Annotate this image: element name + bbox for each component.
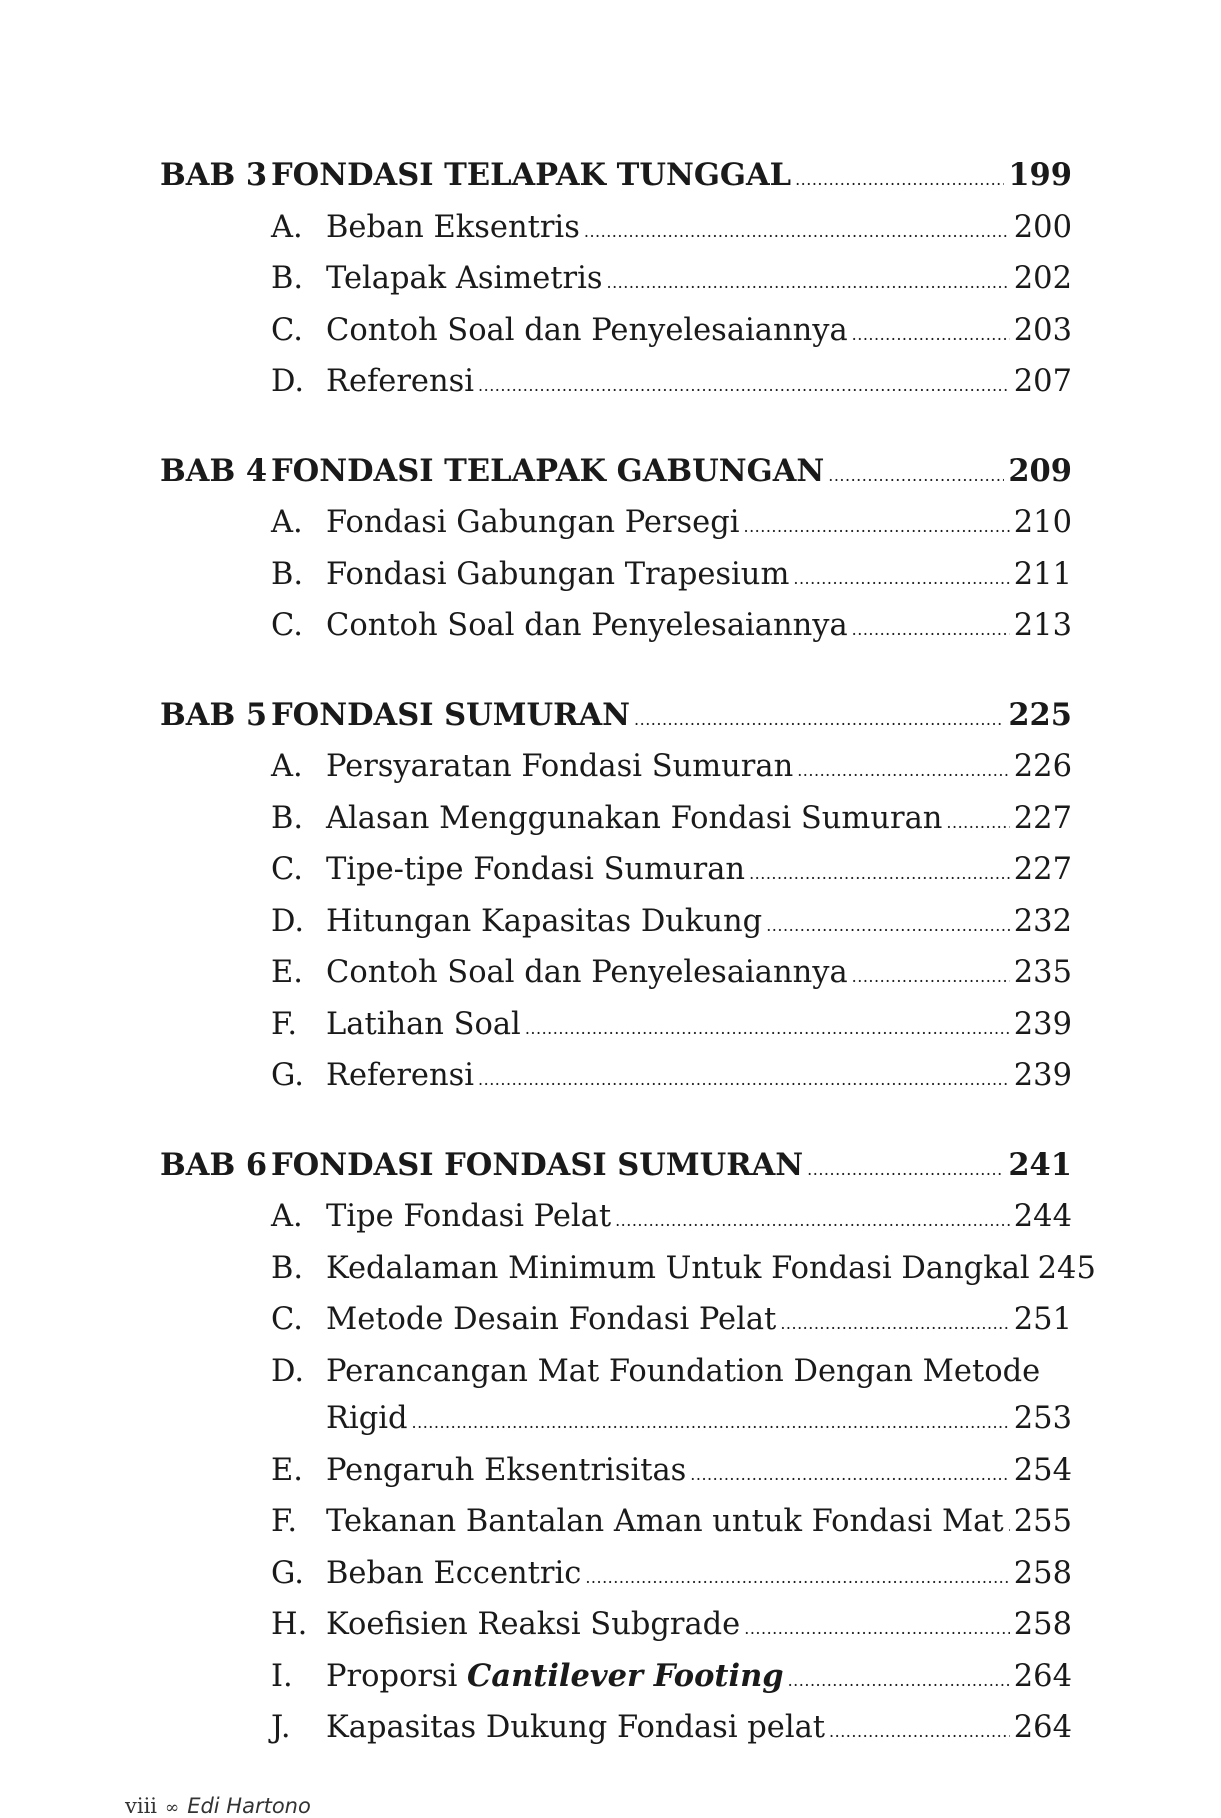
entry-page-number: 207 xyxy=(1013,364,1072,399)
entry-page-number: 258 xyxy=(1013,1607,1072,1642)
chapter-title: FONDASI FONDASI SUMURAN xyxy=(271,1146,804,1183)
entry-title-text: Tekanan Bantalan Aman untuk Fondasi Mat xyxy=(326,1504,1004,1539)
entry-letter: F. xyxy=(271,1504,298,1539)
chapter-heading[interactable] xyxy=(160,448,1072,500)
toc-entry[interactable] xyxy=(160,1704,1072,1756)
chapter-page-number: 209 xyxy=(1008,452,1072,489)
entry-title-text: Metode Desain Fondasi Pelat xyxy=(326,1302,777,1337)
entry-title xyxy=(326,1498,1004,1546)
dot-leader xyxy=(749,850,1010,898)
dot-leader xyxy=(743,503,1009,551)
dot-leader xyxy=(744,1605,1010,1653)
entry-title-text: Proporsi xyxy=(326,1658,468,1694)
entry-title xyxy=(326,898,762,946)
entry-letter: A. xyxy=(271,209,303,245)
toc-entry[interactable] xyxy=(160,1447,1072,1499)
entry-page-number: 239 xyxy=(1013,1006,1072,1042)
chapter-page-number: 199 xyxy=(1008,157,1072,193)
entry-page-number: 232 xyxy=(1013,903,1072,939)
entry-page-number: 211 xyxy=(1013,556,1072,592)
dot-leader xyxy=(946,799,1009,847)
dot-leader xyxy=(585,1554,1009,1602)
entry-page-number: 213 xyxy=(1013,608,1072,643)
entry-title xyxy=(326,602,848,650)
chapter-title: FONDASI TELAPAK TUNGGAL xyxy=(271,157,792,193)
chapter-heading[interactable] xyxy=(160,692,1072,744)
entry-page-number: 227 xyxy=(1013,800,1072,836)
entry-letter: D. xyxy=(271,364,305,399)
chapter-number: BAB 6 xyxy=(160,1146,268,1183)
chapter-number: BAB 5 xyxy=(160,696,268,733)
entry-letter: G. xyxy=(271,1058,304,1093)
toc-entry[interactable] xyxy=(160,846,1072,898)
entry-title xyxy=(326,1550,581,1598)
entry-title-continuation: Rigid xyxy=(326,1401,408,1436)
entry-page-number: 227 xyxy=(1013,852,1072,887)
entry-page-number: 264 xyxy=(1013,1658,1072,1694)
entry-title-text: Fondasi Gabungan Trapesium xyxy=(326,556,790,592)
dot-leader xyxy=(807,1146,1004,1194)
entry-title xyxy=(326,255,603,303)
toc-entry[interactable] xyxy=(160,1601,1072,1653)
entry-title-text: Beban Eccentric xyxy=(326,1555,582,1591)
entry-page-number: 235 xyxy=(1013,955,1072,990)
entry-page-number: 210 xyxy=(1013,505,1072,540)
entry-page-number: 226 xyxy=(1013,749,1072,784)
entry-letter: C. xyxy=(271,852,303,887)
entry-title-text: Contoh Soal dan Penyelesaiannya xyxy=(326,312,848,348)
chapter-title: FONDASI SUMURAN xyxy=(271,696,631,733)
entry-title xyxy=(326,743,793,791)
dot-leader xyxy=(828,452,1004,500)
entry-letter: B. xyxy=(271,1250,304,1286)
chapter-section xyxy=(160,152,1072,410)
chapter-page-number: 225 xyxy=(1008,696,1072,733)
chapter-page-number: 241 xyxy=(1008,1146,1072,1183)
entry-title xyxy=(326,1653,784,1701)
toc-entry[interactable] xyxy=(160,743,1072,795)
entry-title xyxy=(326,846,745,894)
entry-title xyxy=(326,1348,1040,1396)
entry-title xyxy=(326,1193,611,1241)
entry-title-text: Kapasitas Dukung Fondasi pelat xyxy=(326,1710,826,1745)
toc-entry[interactable] xyxy=(160,1296,1072,1348)
entry-page-number: 255 xyxy=(1013,1504,1072,1539)
toc-entry[interactable] xyxy=(160,1245,1096,1297)
entry-title xyxy=(326,1052,474,1100)
entry-title-emphasis: Cantilever Footing xyxy=(467,1657,784,1694)
dot-leader xyxy=(615,1197,1010,1245)
entry-title-text: Koefisien Reaksi Subgrade xyxy=(326,1607,741,1642)
chapter-heading[interactable] xyxy=(160,1142,1072,1194)
chapter-number: BAB 3 xyxy=(160,157,268,193)
entry-letter: B. xyxy=(271,556,304,592)
dot-leader xyxy=(852,606,1010,654)
entry-title-text: Contoh Soal dan Penyelesaiannya xyxy=(326,608,848,643)
toc-entry[interactable] xyxy=(160,1653,1072,1705)
toc-entry[interactable] xyxy=(160,1193,1072,1245)
chapter-heading[interactable] xyxy=(160,152,1072,204)
dot-leader xyxy=(766,902,1010,950)
dot-leader xyxy=(797,747,1010,795)
dot-leader xyxy=(788,1657,1010,1705)
table-of-contents xyxy=(160,152,1096,1794)
entry-title-text: Referensi xyxy=(326,1058,475,1093)
dot-leader xyxy=(412,1399,1010,1447)
entry-page-number: 202 xyxy=(1013,261,1072,296)
entry-title xyxy=(326,1245,1030,1293)
dot-leader xyxy=(1008,1502,1010,1550)
toc-entry[interactable] xyxy=(160,1550,1072,1602)
entry-letter: A. xyxy=(271,505,303,540)
footer-author: Edi Hartono xyxy=(187,1794,311,1818)
dot-leader xyxy=(634,696,1004,744)
entry-title xyxy=(326,551,789,599)
toc-entry[interactable] xyxy=(160,255,1072,307)
dot-leader xyxy=(690,1451,1009,1499)
entry-page-number: 244 xyxy=(1013,1199,1072,1234)
entry-page-number: 203 xyxy=(1013,312,1072,348)
toc-entry[interactable] xyxy=(160,949,1072,1001)
dot-leader xyxy=(478,1056,1010,1104)
toc-entry[interactable] xyxy=(160,898,1072,950)
entry-letter: A. xyxy=(271,749,303,784)
chapter-section xyxy=(160,1142,1096,1756)
dot-leader xyxy=(852,311,1010,359)
entry-title-text: Beban Eksentris xyxy=(326,209,580,245)
entry-title-text: Contoh Soal dan Penyelesaiannya xyxy=(326,955,848,990)
entry-page-number: 245 xyxy=(1037,1250,1096,1286)
entry-letter: G. xyxy=(271,1555,304,1591)
dot-leader xyxy=(607,259,1010,307)
entry-title xyxy=(326,499,739,547)
entry-page-number: 254 xyxy=(1013,1452,1072,1488)
entry-letter: F. xyxy=(271,1006,298,1042)
entry-letter: H. xyxy=(271,1607,308,1642)
entry-title xyxy=(326,1704,825,1752)
dot-leader xyxy=(584,208,1010,256)
entry-title xyxy=(326,358,474,406)
chapter-section xyxy=(160,448,1072,654)
entry-page-number: 251 xyxy=(1013,1302,1072,1337)
entry-letter: A. xyxy=(271,1199,303,1234)
entry-title-text: Alasan Menggunakan Fondasi Sumuran xyxy=(326,800,943,836)
entry-title-text: Hitungan Kapasitas Dukung xyxy=(326,903,763,939)
toc-entry[interactable] xyxy=(160,358,1072,410)
entry-title xyxy=(326,204,580,252)
entry-letter: J. xyxy=(271,1710,291,1745)
entry-letter: D. xyxy=(271,903,305,939)
entry-title xyxy=(326,1296,776,1344)
entry-title-text: Fondasi Gabungan Persegi xyxy=(326,505,740,540)
entry-title-text: Pengaruh Eksentrisitas xyxy=(326,1452,687,1488)
toc-entry[interactable] xyxy=(160,204,1072,256)
dot-leader xyxy=(829,1708,1010,1756)
entry-letter: B. xyxy=(271,261,304,296)
entry-letter: C. xyxy=(271,1302,303,1337)
toc-entry[interactable] xyxy=(160,307,1072,359)
toc-entry[interactable] xyxy=(160,551,1072,603)
dot-leader xyxy=(780,1300,1009,1348)
dot-leader xyxy=(525,1005,1010,1053)
entry-letter: D. xyxy=(271,1353,305,1389)
entry-letter: B. xyxy=(271,800,304,836)
entry-title xyxy=(326,795,942,843)
entry-title xyxy=(326,307,848,355)
entry-title xyxy=(326,1447,686,1495)
dot-leader xyxy=(478,362,1010,410)
entry-title xyxy=(326,1001,521,1049)
entry-page-number: 264 xyxy=(1013,1710,1072,1745)
dot-leader xyxy=(795,156,1004,204)
entry-page-number: 239 xyxy=(1013,1058,1072,1093)
entry-letter: C. xyxy=(271,608,303,643)
toc-entry-continuation[interactable] xyxy=(160,1395,1072,1447)
entry-title-text: Persyaratan Fondasi Sumuran xyxy=(326,749,794,784)
entry-page-number: 200 xyxy=(1013,209,1072,245)
toc-entry[interactable] xyxy=(160,1001,1072,1053)
footer-separator-icon: ∞ xyxy=(165,1798,180,1818)
toc-entry[interactable] xyxy=(160,499,1072,551)
entry-page-number: 258 xyxy=(1013,1555,1072,1591)
entry-title-text: Referensi xyxy=(326,364,475,399)
entry-letter: E. xyxy=(271,1452,303,1488)
toc-entry[interactable] xyxy=(160,602,1072,654)
entry-letter: E. xyxy=(271,955,303,990)
footer-page-number: viii xyxy=(125,1794,158,1818)
entry-letter: C. xyxy=(271,312,303,348)
chapter-section xyxy=(160,692,1072,1104)
toc-entry[interactable] xyxy=(160,1348,1072,1396)
toc-entry[interactable] xyxy=(160,1052,1072,1104)
entry-title xyxy=(326,949,848,997)
entry-title-text: Kedalaman Minimum Untuk Fondasi Dangkal xyxy=(326,1250,1030,1286)
toc-entry[interactable] xyxy=(160,795,1072,847)
entry-title-text: Latihan Soal xyxy=(326,1006,521,1042)
dot-leader xyxy=(793,555,1009,603)
entry-title-text: Perancangan Mat Foundation Dengan Metode xyxy=(326,1353,1041,1389)
dot-leader xyxy=(852,953,1010,1001)
toc-entry[interactable] xyxy=(160,1498,1072,1550)
chapter-title: FONDASI TELAPAK GABUNGAN xyxy=(271,452,825,489)
page-footer xyxy=(125,1794,311,1818)
entry-title-text: Tipe-tipe Fondasi Sumuran xyxy=(326,852,746,887)
entry-title-text: Tipe Fondasi Pelat xyxy=(326,1199,612,1234)
entry-page-number: 253 xyxy=(1013,1401,1072,1436)
chapter-number: BAB 4 xyxy=(160,452,268,489)
entry-title xyxy=(326,1601,740,1649)
entry-letter: I. xyxy=(271,1658,293,1694)
entry-title-text: Telapak Asimetris xyxy=(326,261,603,296)
